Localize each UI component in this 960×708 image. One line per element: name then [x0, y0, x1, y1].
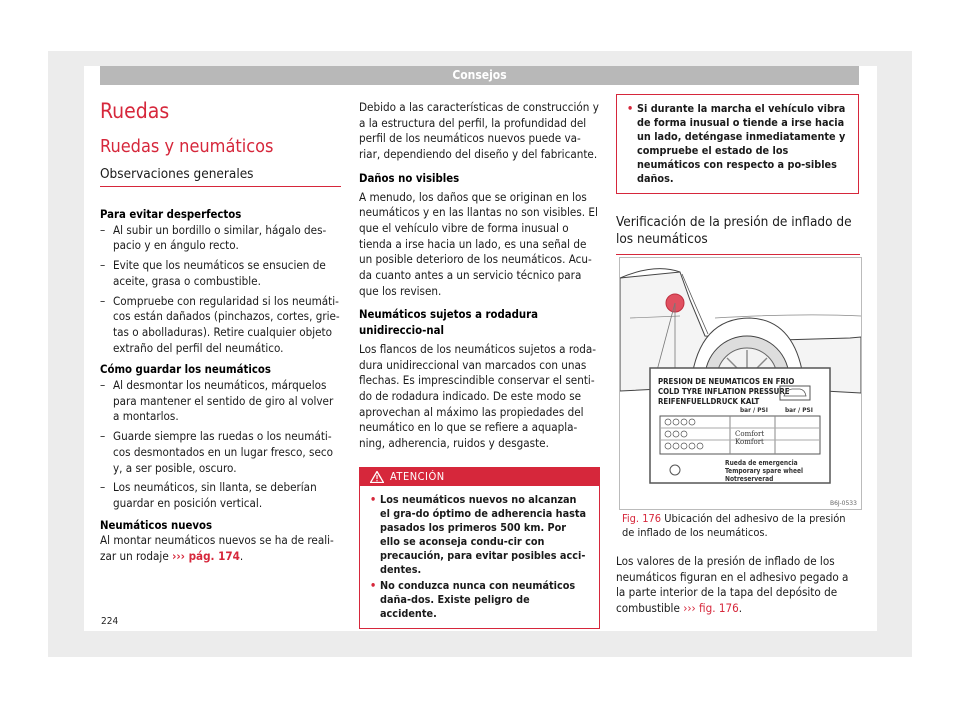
label-line-2: COLD TYRE INFLATION PRESSURE — [658, 387, 790, 396]
list-item: – Evite que los neumáticos se ensucien de aceite, grasa o combustible. — [100, 258, 341, 289]
list-desperfectos — [100, 223, 341, 357]
heading-danos: Daños no visibles — [359, 171, 460, 185]
paragraph-text: Los valores de la presión de inflado de los neumáticos figuran en el adhesivo pegado a la parte interior de la tapa del depósito de combustible — [616, 554, 849, 616]
paragraph-valores — [616, 554, 860, 617]
list-item: – Guarde siempre las ruedas o los neumáti-cos desmontados en un lugar fresco, seco y, a ser posible, oscuro. — [100, 429, 341, 476]
section-title: Ruedas y neumáticos — [100, 136, 274, 157]
caution-item: • Si durante la marcha el vehículo vibra de forma inusual o tiende a irse hacia un lado, deténgase inmediatamente y compruebe el estado de los neumáticos con respecto a po-sibles daños. — [627, 102, 848, 186]
list-item: – Al subir un bordillo o similar, hágalo des-pacio y en ángulo recto. — [100, 223, 341, 254]
subsection-title: Observaciones generales — [100, 166, 341, 187]
column-3 — [616, 94, 860, 255]
warning-item: • No conduzca nunca con neumáticos daña-dos. Existe peligro de accidente. — [370, 579, 589, 621]
heading-guardar: Cómo guardar los neumáticos — [100, 363, 271, 377]
warning-header — [360, 468, 599, 486]
unit-label: bar / PSI — [740, 406, 768, 414]
column-1 — [100, 100, 341, 565]
paragraph-end: . — [738, 601, 743, 616]
list-item: – Los neumáticos, sin llanta, se deberían guardar en posición vertical. — [100, 480, 341, 511]
car-and-label-illustration — [620, 258, 861, 509]
heading-desperfectos: Para evitar desperfectos — [100, 208, 242, 221]
tyre-pressure-figure — [619, 257, 862, 510]
warning-label: ATENCIÓN — [390, 469, 445, 483]
warning-body — [360, 486, 599, 628]
figure-number: Fig. 176 — [622, 512, 662, 525]
spare-line-2: Temporary spare wheel — [725, 467, 804, 475]
column-2 — [359, 100, 600, 629]
paragraph-end: . — [239, 549, 244, 564]
label-line-3: REIFENFUELLDRUCK KALT — [658, 397, 760, 406]
spare-line-1: Rueda de emergencia — [725, 459, 798, 467]
list-item: – Compruebe con regularidad si los neumáti-cos están dañados (pinchazos, cortes, grie-tas o abolladuras). Retire cualquier objeto extraño del perfil del neumático. — [100, 294, 341, 357]
warning-box — [359, 467, 600, 629]
komfort-label: Komfort — [735, 438, 764, 446]
figure-reference-link[interactable]: ››› fig. 176 — [683, 601, 739, 616]
comfort-label: Comfort — [735, 430, 765, 438]
paragraph-danos: A menudo, los daños que se originan en los neumáticos y en las llantas no son visibles. El que el vehículo vibre de forma inusual o tienda a irse hacia un lado, es una señal de un posible deterioro de los neumáticos. Acu-da cuanto antes a un servicio técnico para que los revisen. — [359, 189, 598, 298]
figure-code: B6J-0533 — [830, 500, 857, 507]
paragraph-nuevos — [100, 533, 341, 564]
paragraph-unidireccional: Los flancos de los neumáticos sujetos a roda-dura unidireccional van marcados con unas flechas. Es imprescindible conservar el senti-do de rodadura indicado. De este modo se aprovechan al máximo las propiedades del neumático en lo que se refiere a aquapla-ning, adherencia, ruidos y desgaste. — [359, 341, 597, 451]
paragraph-text: Al montar neumáticos nuevos se ha de reali-zar un rodaje — [100, 533, 334, 564]
page-reference-link[interactable]: ››› pág. 174 — [172, 549, 240, 564]
warning-item: • Los neumáticos nuevos no alcanzan el gra-do óptimo de adherencia hasta pasados los primeros 500 km. Por ello se aconseja condu-cir con precaución, para evitar posibles acci-dentes. — [370, 493, 589, 577]
list-guardar — [100, 378, 341, 512]
label-line-1: PRESION DE NEUMATICOS EN FRIO — [658, 377, 795, 386]
unit-label: bar / PSI — [785, 406, 813, 414]
caution-box — [616, 94, 859, 194]
list-item: – Al desmontar los neumáticos, márquelos para mantener el sentido de giro al volver a montarlos. — [100, 378, 341, 425]
spare-line-3: Notreserverad — [725, 475, 774, 483]
caption-text: Ubicación del adhesivo de la presión de inflado de los neumáticos. — [622, 512, 846, 539]
figure-caption — [622, 512, 860, 540]
verification-title: Verificación de la presión de inflado de los neumáticos — [616, 214, 860, 255]
heading-unidireccional: Neumáticos sujetos a rodadura unidireccio-nal — [359, 308, 539, 338]
paragraph-perfil: Debido a las características de construcción y a la estructura del perfil, la profundidad del perfil de los neumáticos nuevos puede va-riar, dependiendo del diseño y del fabricante. — [359, 100, 599, 162]
warning-triangle-icon — [370, 471, 384, 483]
chapter-title: Ruedas — [100, 99, 170, 123]
section-header: Consejos — [100, 66, 859, 85]
page-number: 224 — [101, 616, 119, 627]
heading-nuevos: Neumáticos nuevos — [100, 518, 213, 532]
